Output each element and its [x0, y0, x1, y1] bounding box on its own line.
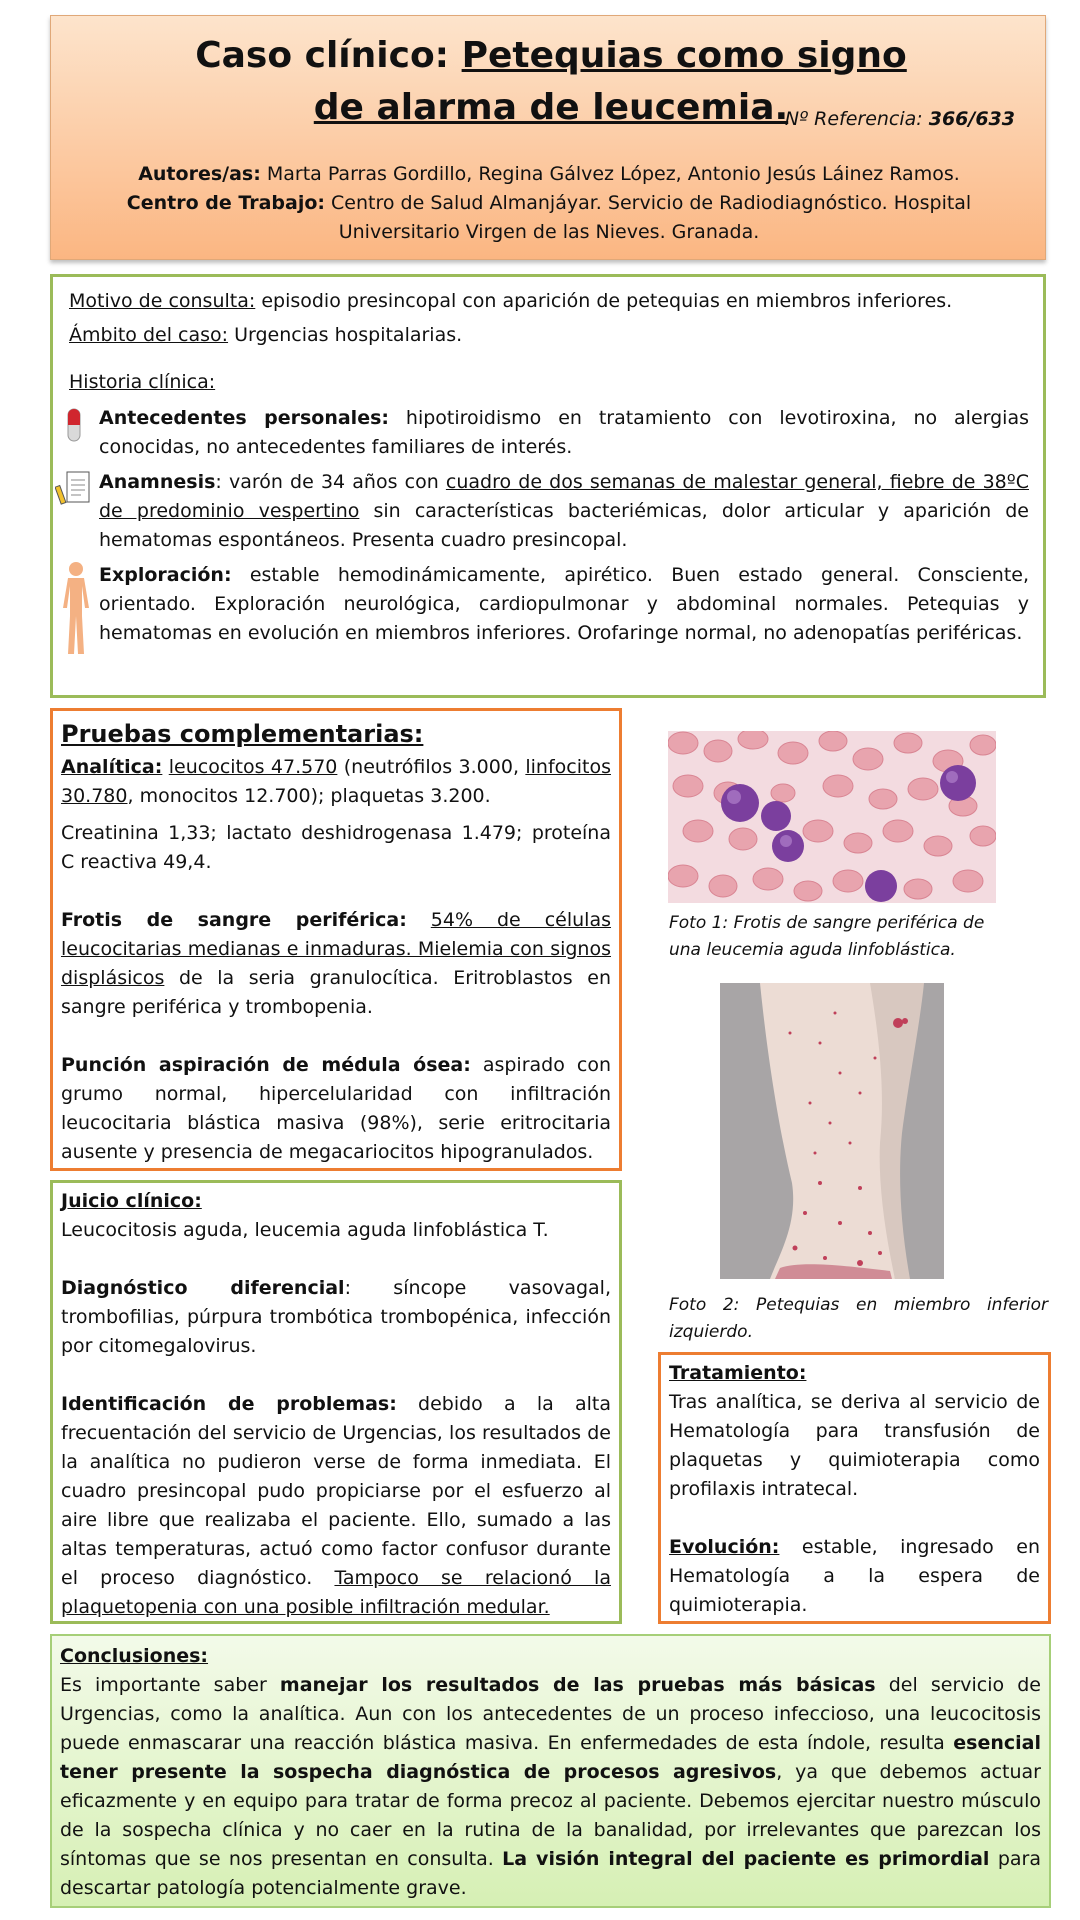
- neutrofilos-value: (neutrófilos 3.000,: [337, 756, 526, 778]
- photo1-caption: Foto 1: Frotis de sangre periférica de una leucemia aguda linfoblástica.: [669, 913, 985, 960]
- ambito-label: Ámbito del caso:: [69, 324, 229, 346]
- blood-smear-photo: [668, 731, 996, 903]
- photo2-caption: Foto 2: Petequias en miembro inferior izquierdo.: [669, 1295, 1048, 1342]
- frotis-label: Frotis de sangre periférica:: [61, 909, 407, 931]
- differential-para: [61, 1274, 611, 1361]
- conclusions-bold2: esencial tener presente la sospecha diagnóstica de procesos agresivos: [60, 1732, 1041, 1783]
- ambito-text: Urgencias hospitalarias.: [228, 324, 463, 346]
- biochemistry-para: Creatinina 1,33; lactato deshidrogenasa 1.479; proteína C reactiva 49,4.: [61, 822, 611, 873]
- evolution-text: estable, ingresado en Hematología a la espera de quimioterapia.: [669, 1536, 1040, 1616]
- conclusions-part1: Es importante saber: [60, 1674, 280, 1696]
- problems-para: [61, 1390, 611, 1622]
- motivo-line: [69, 287, 1029, 316]
- diagnosis-section: [50, 1180, 622, 1624]
- human-body-icon: [59, 561, 93, 666]
- treatment-text: Tras analítica, se deriva al servicio de Hematología para transfusión de plaquetas y quimioterapia como profilaxis intratecal.: [669, 1391, 1040, 1500]
- conclusions-part2: del servicio de Urgencias, como la analítica. Aun con los antecedentes de un proceso infeccioso, una leucocitosis puede enmascarar una reacción blástica masiva. En enfermedades de esta índole, resulta: [60, 1674, 1041, 1754]
- treatment-title: Tratamiento:: [669, 1362, 807, 1384]
- analitica-rest: , monocitos 12.700); plaquetas 3.200.: [127, 785, 491, 807]
- pill-icon: [67, 408, 81, 451]
- treatment-heading: [669, 1359, 1040, 1388]
- frotis-para: [61, 906, 611, 1022]
- conclusions-title: Conclusiones:: [60, 1645, 209, 1667]
- title-prefix: Caso clínico:: [195, 35, 462, 76]
- ambito-line: [69, 321, 1029, 350]
- tests-section: [50, 708, 622, 1171]
- puncion-label: Punción aspiración de médula ósea:: [61, 1054, 471, 1076]
- historia-label: Historia clínica:: [69, 371, 216, 393]
- authors-names: Marta Parras Gordillo, Regina Gálvez López, Antonio Jesús Láinez Ramos.: [260, 163, 960, 185]
- anamnesis-highlight: cuadro de dos semanas de malestar general, fiebre de 38ºC de predominio vespertino: [99, 471, 1029, 522]
- evolution-para: [669, 1533, 1040, 1620]
- differential-text: : síncope vasovagal, trombofilias, púrpura trombótica trombopénica, infección por citomegalovirus.: [61, 1277, 612, 1357]
- tests-heading: [61, 717, 611, 751]
- antecedentes-text: hipotiroidismo en tratamiento con levotiroxina, no alergias conocidas, no antecedentes familiares de interés.: [99, 407, 1029, 458]
- motivo-label: Motivo de consulta:: [69, 290, 256, 312]
- anamnesis-text: sin características bacteriémicas, dolor articular y aparición de hematomas espontáneos. Presenta cuadro presincopal.: [99, 500, 1029, 551]
- antecedentes-label: Antecedentes personales:: [99, 407, 389, 429]
- differential-label: Diagnóstico diferencial: [61, 1277, 345, 1299]
- center-label: Centro de Trabajo:: [126, 192, 325, 214]
- conclusions-part3: , ya que debemos actuar eficazmente y en equipo para tratar de forma precoz al paciente. Debemos ejercitar nuestro músculo de la sospecha clínica y no caer en la rutina de la banalidad, por irrelevantes que parezcan los síntomas que se nos presentan en consulta.: [60, 1761, 1041, 1870]
- juicio-heading: [61, 1187, 611, 1216]
- exploracion-label: Exploración:: [99, 564, 232, 586]
- puncion-para: [61, 1051, 611, 1167]
- tests-title: Pruebas complementarias:: [61, 720, 424, 748]
- title-main: Petequias como signo de alarma de leucemia.: [313, 35, 907, 128]
- anamnesis-label: Anamnesis: [99, 471, 216, 493]
- problems-highlight: Tampoco se relacionó la plaquetopenia con una posible infiltración medular.: [61, 1567, 611, 1618]
- problems-text: debido a la alta frecuentación del servicio de Urgencias, los resultados de la analítica no pudieron verse de forma inmediata. El cuadro presincopal pudo propiciarse por el esfuerzo al aire libre que realizaba el paciente. Ello, sumado a las altas temperaturas, actuó como factor confusor durante el proceso diagnóstico.: [61, 1393, 612, 1589]
- juicio-title: Juicio clínico:: [61, 1190, 202, 1212]
- conclusions-bold3: La visión integral del paciente es primordial: [502, 1848, 990, 1870]
- conclusions-section: [50, 1634, 1051, 1908]
- authors-block: [81, 160, 1017, 247]
- analitica-para: [61, 753, 611, 811]
- problems-label: Identificación de problemas:: [61, 1393, 397, 1415]
- leucocitos-value: leucocitos 47.570: [168, 756, 338, 778]
- anamnesis-row: [69, 468, 1029, 555]
- antecedentes-row: [69, 404, 1029, 462]
- frotis-highlight: 54% de células leucocitarias medianas e inmaduras. Mielemia con signos displásicos: [61, 909, 611, 989]
- conclusions-bold1: manejar los resultados de las pruebas más básicas: [279, 1674, 876, 1696]
- anamnesis-intro: : varón de 34 años con: [215, 471, 446, 493]
- frotis-text: de la seria granulocítica. Eritroblastos en sangre periférica y trombopenia.: [61, 967, 611, 1018]
- document-pen-icon: [55, 470, 95, 519]
- juicio-text: Leucocitosis aguda, leucemia aguda linfoblástica T.: [61, 1219, 549, 1241]
- motivo-text: episodio presincopal con aparición de petequias en miembros inferiores.: [255, 290, 953, 312]
- leg-petechiae-photo: [720, 983, 944, 1279]
- exploracion-text: estable hemodinámicamente, apirético. Buen estado general. Consciente, orientado. Exploración neurológica, cardiopulmonar y abdominal normales. Petequias y hematomas en evolución en miembros inferiores. Orofaringe normal, no adenopatías periféricas.: [99, 564, 1029, 644]
- reference-number: [785, 108, 1015, 130]
- treatment-section: [658, 1352, 1051, 1624]
- authors-label: Autores/as:: [138, 163, 261, 185]
- conclusions-text: [60, 1671, 1041, 1903]
- linfocitos-value: linfocitos 30.780: [61, 756, 611, 807]
- center-line: [81, 189, 1017, 247]
- exploracion-row: [69, 561, 1029, 648]
- evolution-label: Evolución:: [669, 1536, 780, 1558]
- authors-line: [81, 160, 1017, 189]
- case-history-section: [50, 274, 1046, 698]
- header-banner: [50, 15, 1046, 260]
- reference-value: 366/633: [928, 108, 1015, 130]
- conclusions-heading: [60, 1642, 1041, 1671]
- conclusions-part4: para descartar patología potencialmente grave.: [60, 1848, 1041, 1899]
- historia-heading: [69, 368, 1029, 397]
- analitica-label: Analítica:: [61, 756, 163, 778]
- reference-label: Nº Referencia:: [784, 108, 929, 130]
- center-text: Centro de Salud Almanjáyar. Servicio de Radiodiagnóstico. Hospital Universitario Virgen de las Nieves. Granada.: [325, 192, 972, 243]
- puncion-text: aspirado con grumo normal, hipercelularidad con infiltración leucocitaria blástica masiva (98%), serie eritrocitaria ausente y presencia de megacariocitos hipogranulados.: [61, 1054, 611, 1163]
